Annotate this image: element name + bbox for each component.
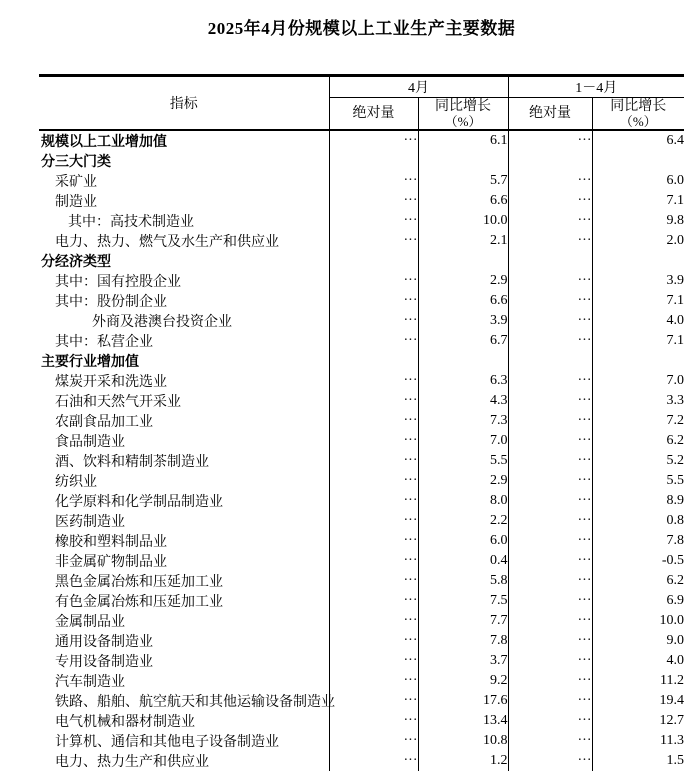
april-absolute-cell: ···	[329, 291, 418, 311]
jan-apr-absolute-cell	[508, 351, 592, 371]
jan-apr-absolute-cell	[508, 251, 592, 271]
jan-apr-absolute-cell: ···	[508, 451, 592, 471]
april-absolute-cell: ···	[329, 611, 418, 631]
jan-apr-yoy-cell: 7.2	[592, 411, 684, 431]
jan-apr-absolute-cell: ···	[508, 391, 592, 411]
indicator-cell: 采矿业	[55, 175, 97, 190]
jan-apr-absolute-cell: ···	[508, 551, 592, 571]
jan-apr-absolute-cell: ···	[508, 651, 592, 671]
april-yoy-cell: 7.5	[418, 591, 508, 611]
jan-apr-yoy-cell: 6.4	[592, 130, 684, 151]
april-yoy-cell: 2.9	[418, 271, 508, 291]
april-absolute-cell	[329, 151, 418, 171]
jan-apr-yoy-cell: 11.2	[592, 671, 684, 691]
table-row	[39, 511, 684, 531]
april-yoy-cell: 6.6	[418, 191, 508, 211]
april-absolute-cell: ···	[329, 451, 418, 471]
table-row	[39, 471, 684, 491]
table-row	[39, 491, 684, 511]
jan-apr-absolute-cell: ···	[508, 571, 592, 591]
april-yoy-cell: 6.3	[418, 371, 508, 391]
jan-apr-yoy-cell: 11.3	[592, 731, 684, 751]
jan-apr-yoy-cell: 1.5	[592, 751, 684, 771]
april-yoy-cell: 5.8	[418, 571, 508, 591]
april-yoy-cell: 6.0	[418, 531, 508, 551]
indicator-cell: 外商及港澳台投资企业	[92, 315, 232, 330]
jan-apr-absolute-cell: ···	[508, 671, 592, 691]
table-row	[39, 311, 684, 331]
jan-apr-absolute-cell: ···	[508, 511, 592, 531]
indicator-cell: 汽车制造业	[55, 675, 125, 690]
jan-apr-absolute-cell: ···	[508, 471, 592, 491]
jan-apr-yoy-cell: 9.0	[592, 631, 684, 651]
jan-apr-yoy-cell	[592, 151, 684, 171]
indicator-cell: 分三大门类	[41, 155, 111, 170]
table-row	[39, 631, 684, 651]
jan-apr-absolute-cell: ···	[508, 531, 592, 551]
jan-apr-yoy-cell: 4.0	[592, 311, 684, 331]
jan-apr-yoy-cell: 9.8	[592, 211, 684, 231]
april-yoy-cell: 3.9	[418, 311, 508, 331]
industrial-data-table-wrap	[39, 74, 684, 771]
jan-apr-absolute-cell: ···	[508, 171, 592, 191]
table-row	[39, 691, 684, 711]
industrial-data-table	[39, 74, 684, 771]
jan-apr-absolute-cell: ···	[508, 311, 592, 331]
april-yoy-cell: 2.1	[418, 231, 508, 251]
indicator-cell: 非金属矿物制品业	[55, 555, 167, 570]
header-jan-apr-absolute: 绝对量	[508, 98, 592, 131]
table-row	[39, 171, 684, 191]
jan-apr-yoy-cell: 7.0	[592, 371, 684, 391]
jan-apr-absolute-cell: ···	[508, 371, 592, 391]
jan-apr-yoy-cell: 7.8	[592, 531, 684, 551]
april-yoy-cell: 2.2	[418, 511, 508, 531]
april-yoy-cell: 10.0	[418, 211, 508, 231]
april-yoy-cell: 8.0	[418, 491, 508, 511]
indicator-cell: 分经济类型	[41, 255, 111, 270]
jan-apr-yoy-cell: 6.0	[592, 171, 684, 191]
indicator-cell: 有色金属冶炼和压延加工业	[55, 595, 223, 610]
jan-apr-absolute-cell: ···	[508, 431, 592, 451]
jan-apr-absolute-cell: ···	[508, 291, 592, 311]
table-row	[39, 711, 684, 731]
april-absolute-cell: ···	[329, 711, 418, 731]
indicator-cell: 橡胶和塑料制品业	[55, 535, 167, 550]
april-absolute-cell: ···	[329, 191, 418, 211]
table-row	[39, 611, 684, 631]
april-absolute-cell: ···	[329, 511, 418, 531]
table-row	[39, 751, 684, 771]
jan-apr-absolute-cell: ···	[508, 691, 592, 711]
indicator-cell: 酒、饮料和精制茶制造业	[55, 455, 209, 470]
header-april-yoy	[418, 98, 508, 131]
april-yoy-cell	[418, 151, 508, 171]
table-row	[39, 371, 684, 391]
table-row	[39, 651, 684, 671]
jan-apr-yoy-cell: 3.9	[592, 271, 684, 291]
header-yoy-label: 同比增长	[435, 98, 491, 114]
jan-apr-absolute-cell: ···	[508, 491, 592, 511]
april-yoy-cell: 6.1	[418, 130, 508, 151]
april-yoy-cell: 7.0	[418, 431, 508, 451]
jan-apr-absolute-cell: ···	[508, 611, 592, 631]
jan-apr-yoy-cell: 6.2	[592, 431, 684, 451]
jan-apr-absolute-cell: ···	[508, 331, 592, 351]
april-absolute-cell	[329, 251, 418, 271]
jan-apr-yoy-cell: 8.9	[592, 491, 684, 511]
table-row	[39, 291, 684, 311]
april-absolute-cell: ···	[329, 311, 418, 331]
header-indicator: 指标	[39, 76, 329, 131]
jan-apr-yoy-cell: 10.0	[592, 611, 684, 631]
jan-apr-yoy-cell: 4.0	[592, 651, 684, 671]
april-absolute-cell	[329, 351, 418, 371]
april-yoy-cell: 0.4	[418, 551, 508, 571]
table-row	[39, 531, 684, 551]
april-absolute-cell: ···	[329, 491, 418, 511]
jan-apr-absolute-cell: ···	[508, 271, 592, 291]
jan-apr-absolute-cell: ···	[508, 231, 592, 251]
indicator-cell: 农副食品加工业	[55, 415, 153, 430]
indicator-cell: 规模以上工业增加值	[41, 135, 167, 150]
april-yoy-cell: 7.8	[418, 631, 508, 651]
table-row	[39, 591, 684, 611]
april-yoy-cell: 6.6	[418, 291, 508, 311]
table-row	[39, 571, 684, 591]
indicator-cell: 医药制造业	[55, 515, 125, 530]
jan-apr-yoy-cell: 0.8	[592, 511, 684, 531]
table-row	[39, 431, 684, 451]
jan-apr-absolute-cell: ···	[508, 711, 592, 731]
indicator-cell: 其中：私营企业	[55, 335, 153, 350]
table-row	[39, 211, 684, 231]
table-row	[39, 231, 684, 251]
table-row	[39, 671, 684, 691]
indicator-cell: 化学原料和化学制品制造业	[55, 495, 223, 510]
jan-apr-yoy-cell: 7.1	[592, 331, 684, 351]
header-yoy-percent: （%）	[444, 113, 482, 129]
april-absolute-cell: ···	[329, 531, 418, 551]
april-yoy-cell: 5.7	[418, 171, 508, 191]
april-absolute-cell: ···	[329, 431, 418, 451]
table-row	[39, 351, 684, 371]
april-absolute-cell: ···	[329, 231, 418, 251]
jan-apr-yoy-cell: 7.1	[592, 291, 684, 311]
table-header	[39, 76, 684, 131]
indicator-cell: 纺织业	[55, 475, 97, 490]
jan-apr-yoy-cell: 5.5	[592, 471, 684, 491]
april-absolute-cell: ···	[329, 471, 418, 491]
indicator-cell: 煤炭开采和洗选业	[55, 375, 167, 390]
april-absolute-cell: ···	[329, 751, 418, 771]
jan-apr-yoy-cell: 7.1	[592, 191, 684, 211]
jan-apr-yoy-cell: 6.9	[592, 591, 684, 611]
table-row	[39, 130, 684, 151]
jan-apr-absolute-cell: ···	[508, 591, 592, 611]
indicator-cell: 金属制品业	[55, 615, 125, 630]
april-yoy-cell: 17.6	[418, 691, 508, 711]
header-jan-apr-group: 1－4月	[508, 76, 684, 98]
indicator-cell: 制造业	[55, 195, 97, 210]
april-absolute-cell: ···	[329, 671, 418, 691]
april-yoy-cell: 1.2	[418, 751, 508, 771]
april-yoy-cell	[418, 251, 508, 271]
jan-apr-yoy-cell: 6.2	[592, 571, 684, 591]
header-group-row	[39, 76, 684, 98]
header-yoy-percent: （%）	[619, 113, 657, 129]
april-absolute-cell: ···	[329, 591, 418, 611]
table-body	[39, 130, 684, 771]
indicator-cell: 专用设备制造业	[55, 655, 153, 670]
table-row	[39, 731, 684, 751]
jan-apr-absolute-cell: ···	[508, 731, 592, 751]
table-row	[39, 451, 684, 471]
april-absolute-cell: ···	[329, 211, 418, 231]
april-yoy-cell: 7.7	[418, 611, 508, 631]
header-jan-apr-yoy	[592, 98, 684, 131]
jan-apr-absolute-cell: ···	[508, 130, 592, 151]
april-absolute-cell: ···	[329, 171, 418, 191]
april-yoy-cell: 10.8	[418, 731, 508, 751]
april-yoy-cell	[418, 351, 508, 371]
jan-apr-yoy-cell: 2.0	[592, 231, 684, 251]
table-row	[39, 151, 684, 171]
header-yoy-label: 同比增长	[610, 98, 667, 114]
april-yoy-cell: 5.5	[418, 451, 508, 471]
april-absolute-cell: ···	[329, 130, 418, 151]
indicator-cell: 食品制造业	[55, 435, 125, 450]
indicator-cell: 通用设备制造业	[55, 635, 153, 650]
jan-apr-absolute-cell: ···	[508, 751, 592, 771]
april-yoy-cell: 9.2	[418, 671, 508, 691]
page-title: 2025年4月份规模以上工业生产主要数据	[207, 19, 516, 38]
table-row	[39, 331, 684, 351]
table-row	[39, 391, 684, 411]
april-absolute-cell: ···	[329, 411, 418, 431]
april-yoy-cell: 13.4	[418, 711, 508, 731]
april-absolute-cell: ···	[329, 371, 418, 391]
indicator-cell: 计算机、通信和其他电子设备制造业	[55, 735, 279, 750]
jan-apr-yoy-cell: 12.7	[592, 711, 684, 731]
april-yoy-cell: 4.3	[418, 391, 508, 411]
april-yoy-cell: 2.9	[418, 471, 508, 491]
april-absolute-cell: ···	[329, 651, 418, 671]
table-row	[39, 251, 684, 271]
jan-apr-yoy-cell: 19.4	[592, 691, 684, 711]
april-absolute-cell: ···	[329, 391, 418, 411]
indicator-cell: 电气机械和器材制造业	[55, 715, 195, 730]
indicator-cell: 电力、热力生产和供应业	[55, 755, 209, 770]
jan-apr-absolute-cell: ···	[508, 411, 592, 431]
table-row	[39, 191, 684, 211]
jan-apr-absolute-cell: ···	[508, 211, 592, 231]
jan-apr-yoy-cell: -0.5	[592, 551, 684, 571]
table-row	[39, 271, 684, 291]
indicator-cell: 铁路、船舶、航空航天和其他运输设备制造业	[55, 695, 335, 710]
indicator-cell: 主要行业增加值	[41, 355, 139, 370]
april-absolute-cell: ···	[329, 631, 418, 651]
indicator-cell: 石油和天然气开采业	[55, 395, 181, 410]
indicator-cell: 电力、热力、燃气及水生产和供应业	[55, 235, 279, 250]
jan-apr-absolute-cell: ···	[508, 191, 592, 211]
april-yoy-cell: 3.7	[418, 651, 508, 671]
header-april-absolute: 绝对量	[329, 98, 418, 131]
april-absolute-cell: ···	[329, 691, 418, 711]
indicator-cell: 其中：股份制企业	[55, 295, 167, 310]
table-row	[39, 411, 684, 431]
jan-apr-yoy-cell: 3.3	[592, 391, 684, 411]
header-april-group: 4月	[329, 76, 508, 98]
indicator-cell: 其中：高技术制造业	[68, 215, 194, 230]
jan-apr-absolute-cell	[508, 151, 592, 171]
april-yoy-cell: 7.3	[418, 411, 508, 431]
april-absolute-cell: ···	[329, 331, 418, 351]
table-row	[39, 551, 684, 571]
april-absolute-cell: ···	[329, 571, 418, 591]
april-absolute-cell: ···	[329, 551, 418, 571]
jan-apr-yoy-cell	[592, 251, 684, 271]
april-absolute-cell: ···	[329, 731, 418, 751]
indicator-cell: 黑色金属冶炼和压延加工业	[55, 575, 223, 590]
april-yoy-cell: 6.7	[418, 331, 508, 351]
jan-apr-yoy-cell: 5.2	[592, 451, 684, 471]
april-absolute-cell: ···	[329, 271, 418, 291]
jan-apr-yoy-cell	[592, 351, 684, 371]
jan-apr-absolute-cell: ···	[508, 631, 592, 651]
indicator-cell: 其中：国有控股企业	[55, 275, 181, 290]
